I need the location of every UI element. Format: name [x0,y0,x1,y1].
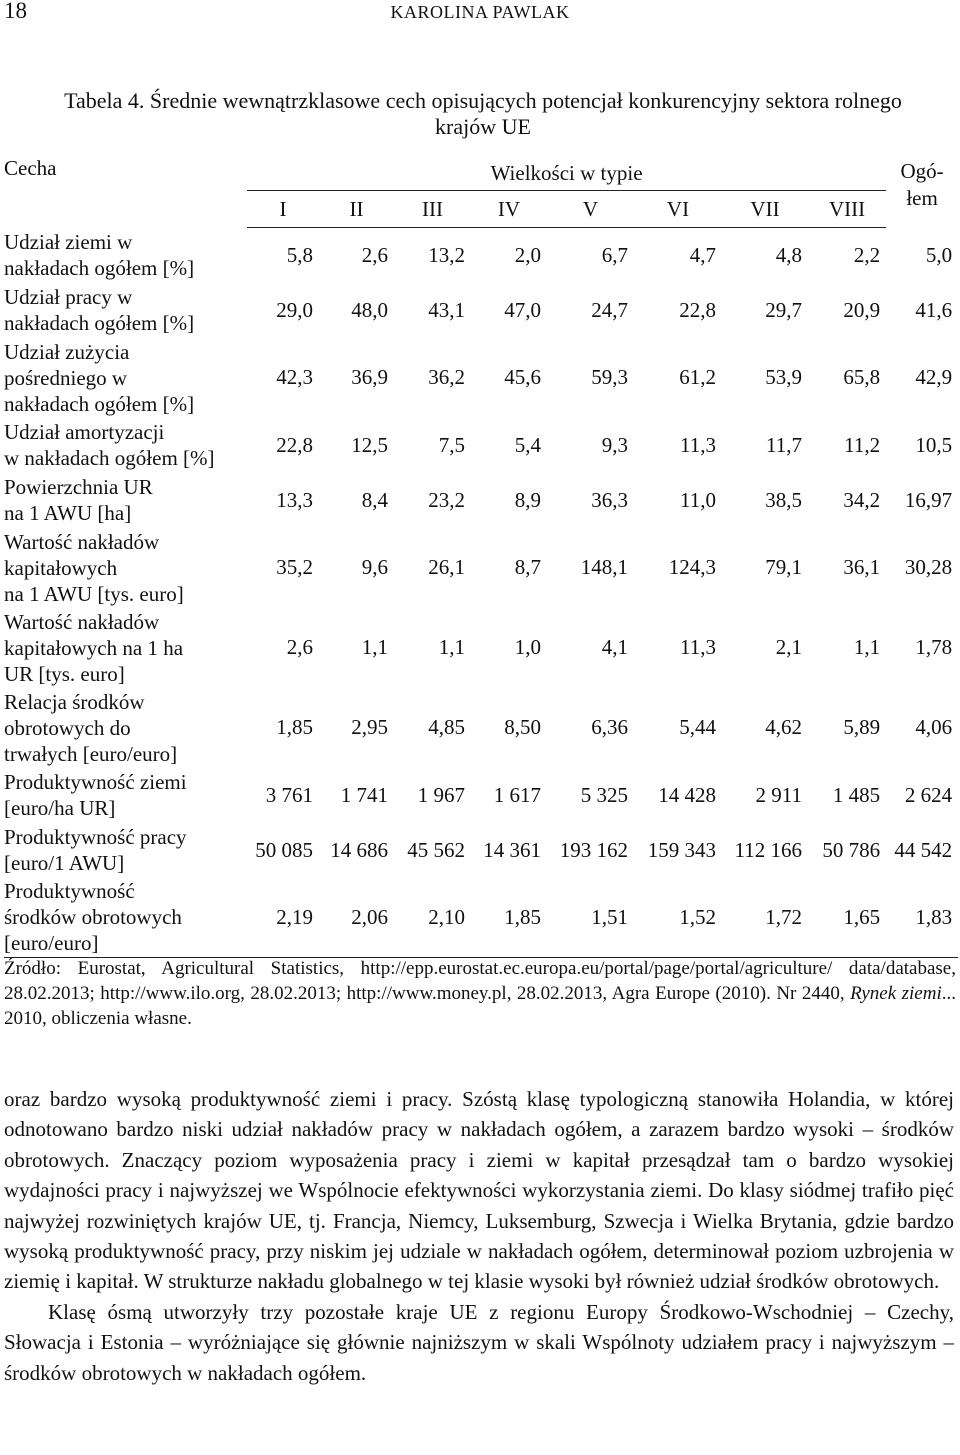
feature-line: Udział amortyzacji [4,420,165,444]
cell-type-6: 1,52 [634,878,722,958]
feature-line: kapitałowych na 1 ha [4,635,184,660]
cell-type-7: 79,1 [765,555,802,579]
feature-line: Udział pracy w [4,285,133,309]
cell-type-5: 193 162 [559,837,628,862]
table-row [4,823,958,878]
feature-line: obrotowych do [4,715,131,740]
source-text-2: ... 2010, obliczenia własne. [4,983,956,1029]
header-type-3: III [394,191,471,228]
cell-type-7: 4,62 [765,715,802,739]
cell-type-3: 1 967 [417,782,465,807]
cell-type-3: 43,1 [428,297,465,322]
cell-type-5: 6,7 [601,242,628,267]
cell-type-4: 5,4 [514,432,541,457]
data-table-container [4,156,958,958]
feature-line: w nakładach ogółem [%] [4,446,215,470]
cell-type-3: 36,2 [428,365,465,389]
cell-total: 42,9 [915,365,953,389]
row-feature-label [4,283,247,338]
table-row [4,473,958,528]
cell-total: 16,97 [904,487,953,512]
cell-type-8: 65,8 [843,365,881,389]
feature-line: nakładach ogółem [%] [4,311,195,335]
feature-line: Udział ziemi w [4,230,133,254]
cell-type-5: 6,36 [591,715,628,739]
header-total: Ogó- łem [900,159,944,210]
feature-line: Relacja środków [4,689,145,714]
table-row [4,878,958,958]
row-feature-label [4,823,247,878]
cell-type-4: 8,7 [514,555,541,579]
cell-total: 41,6 [915,297,953,322]
cell-type-7: 2 911 [755,782,802,807]
table-source [4,956,956,1031]
header-type-1: I [247,191,319,228]
cell-type-1: 13,3 [276,487,313,512]
cell-type-3: 13,2 [428,242,465,267]
source-text-1: Źródło: Eurostat, Agricultural Statistics, http://epp.eurostat.ec.europa.eu/portal/page/portal/agriculture/ data/database, 28.02.2013; http://www.ilo.org, 28.02.2013; http://www.money.pl, 28.02.2013, Agra Europe (2010). Nr 2440, [4,958,956,1004]
cell-type-7: 29,7 [765,297,802,322]
source-italic: Rynek ziemi [850,983,942,1004]
cell-type-8: 1,65 [808,878,886,958]
cell-type-4: 1,0 [514,635,541,659]
feature-line: Udział zużycia [4,339,130,364]
cell-type-5: 4,1 [601,635,628,659]
cell-type-6: 5,44 [679,715,716,739]
cell-type-5: 1,51 [547,878,634,958]
cell-type-2: 12,5 [351,432,388,457]
feature-line: nakładach ogółem [%] [4,256,195,280]
cell-type-2: 48,0 [351,297,388,322]
cell-type-7: 4,8 [775,242,802,267]
cell-type-3: 7,5 [438,432,465,457]
cell-type-5: 5 325 [580,782,628,807]
cell-type-6: 4,7 [689,242,716,267]
cell-type-4: 47,0 [504,297,541,322]
cell-total: 4,06 [915,715,953,739]
table-row [4,688,958,768]
cell-type-8: 1,1 [853,635,881,659]
cell-type-4: 1 617 [493,782,541,807]
cell-type-8: 1 485 [832,782,881,807]
cell-type-8: 11,2 [844,432,881,457]
cell-type-6: 22,8 [679,297,716,322]
cell-type-2: 2,06 [319,878,394,958]
table-row [4,228,958,283]
row-feature-label [4,608,247,688]
feature-line: [euro/1 AWU] [4,851,125,875]
row-feature-label [4,768,247,823]
cell-type-1: 2,6 [286,635,313,659]
cell-type-7: 11,7 [766,432,802,457]
header-type-2: II [319,191,394,228]
header-type-8: VIII [808,191,886,228]
header-feature: Cecha [4,156,57,180]
cell-type-5: 24,7 [591,297,628,322]
cell-type-8: 50 786 [822,837,881,862]
cell-type-1: 1,85 [276,715,313,739]
row-feature-label [4,528,247,608]
header-type-6: VI [634,191,722,228]
cell-type-3: 1,1 [438,635,465,659]
feature-line: nakładach ogółem [%] [4,391,195,416]
caption-line-2: krajów UE [435,114,531,139]
cell-type-8: 34,2 [843,487,881,512]
header-type-7: VII [722,191,808,228]
cell-type-1: 35,2 [276,555,313,579]
cell-type-2: 1,1 [361,635,388,659]
feature-line: Wartość nakładów [4,529,160,554]
cell-total: 1,78 [915,635,953,659]
cell-type-2: 2,6 [361,242,388,267]
row-feature-label [4,418,247,473]
feature-line: pośredniego w [4,365,128,390]
cell-type-1: 5,8 [286,242,313,267]
feature-line: UR [tys. euro] [4,661,125,686]
header-type-4: IV [471,191,547,228]
cell-type-5: 59,3 [591,365,628,389]
cell-type-4: 45,6 [504,365,541,389]
table-row [4,528,958,608]
cell-type-3: 2,10 [394,878,471,958]
cell-type-1: 42,3 [276,365,313,389]
table-row [4,768,958,823]
cell-type-8: 36,1 [843,555,881,579]
cell-type-2: 2,95 [351,715,388,739]
cell-type-1: 22,8 [276,432,313,457]
row-feature-label [4,878,247,958]
cell-type-1: 2,19 [247,878,319,958]
cell-type-1: 50 085 [255,837,313,862]
cell-type-6: 61,2 [679,365,716,389]
cell-type-6: 14 428 [658,782,716,807]
row-feature-label [4,338,247,418]
feature-line: trwałych [euro/euro] [4,741,178,766]
cell-type-6: 11,0 [680,487,716,512]
cell-type-2: 14 686 [330,837,388,862]
cell-type-2: 9,6 [361,555,388,579]
cell-type-7: 2,1 [775,635,802,659]
cell-type-7: 1,72 [722,878,808,958]
cell-type-5: 9,3 [601,432,628,457]
feature-line: [euro/euro] [4,931,99,956]
cell-type-6: 11,3 [680,432,716,457]
cell-type-7: 53,9 [765,365,802,389]
table-row [4,283,958,338]
cell-type-6: 11,3 [680,635,716,659]
cell-type-3: 4,85 [428,715,465,739]
paragraph-2: Klasę ósmą utworzyły trzy pozostałe kraje UE z regionu Europy Środkowo-Wschodniej – Czechy, Słowacja i Estonia – wyróżniające się głównie najniższym w skali Wspólnoty udziałem pracy i najwyższym – środków obrotowych w nakładach ogółem. [4,1299,954,1385]
running-head: KAROLINA PAWLAK [390,2,570,22]
cell-type-4: 1,85 [471,878,547,958]
table-row [4,338,958,418]
cell-type-8: 20,9 [843,297,881,322]
cell-type-4: 8,9 [514,487,541,512]
page-number: 18 [4,0,27,23]
feature-line: Powierzchnia UR [4,475,153,499]
cell-type-4: 14 361 [483,837,541,862]
cell-total: 5,0 [925,242,953,267]
cell-type-1: 29,0 [276,297,313,322]
body-text [4,1084,954,1388]
feature-line: kapitałowych [4,555,118,580]
feature-line: na 1 AWU [ha] [4,501,132,525]
feature-line: Produktywność [4,879,135,904]
cell-total: 44 542 [894,837,953,862]
table-body [4,228,958,958]
table-row [4,418,958,473]
cell-type-2: 1 741 [340,782,388,807]
header-type-group: Wielkości w typie [247,156,886,191]
row-feature-label [4,473,247,528]
paragraph-1: oraz bardzo wysoką produktywność ziemi i pracy. Szóstą klasę typologiczną stanowiła Holandia, w której odnotowano bardzo niski udział nakładów pracy w nakładach ogółem, a zarazem bardzo wysoki – środków obrotowych. Znaczący poziom wyposażenia pracy i ziemi w kapitał przesądzał tam o bardzo wysokiej wydajności pracy i najwyższej we Wspólnocie efektywności wykorzystania ziemi. Do klasy siódmej trafiło pięć najwyżej rozwiniętych krajów UE, tj. Francja, Niemcy, Luksemburg, Szwecja i Wielka Brytania, gdzie bardzo wysoką produktywność pracy, przy niskim jej udziale w nakładach ogółem, determinował poziom uzbrojenia w ziemię i kapitał. W strukturze nakładu globalnego w tej klasie wysoki był również udział środków obrotowych. [4,1087,954,1294]
cell-type-4: 8,50 [504,715,541,739]
row-feature-label [4,688,247,768]
cell-total: 10,5 [915,432,953,457]
feature-line: środków obrotowych [4,905,182,930]
feature-line: na 1 AWU [tys. euro] [4,581,184,606]
cell-type-5: 36,3 [591,487,628,512]
caption-line-1: Tabela 4. Średnie wewnątrzklasowe cech opisujących potencjał konkurencyjny sektora rolnego [64,88,902,113]
cell-type-6: 159 343 [647,837,716,862]
cell-total: 2 624 [904,782,953,807]
data-table [4,156,958,958]
feature-line: Produktywność ziemi [4,770,187,794]
cell-total: 30,28 [904,555,953,579]
cell-type-7: 38,5 [765,487,802,512]
cell-type-7: 112 166 [734,837,802,862]
cell-type-3: 23,2 [428,487,465,512]
row-feature-label [4,228,247,283]
cell-type-8: 5,89 [843,715,881,739]
cell-type-6: 124,3 [668,555,716,579]
cell-type-5: 148,1 [580,555,628,579]
cell-type-2: 8,4 [361,487,388,512]
feature-line: Produktywność pracy [4,825,187,849]
cell-type-2: 36,9 [351,365,388,389]
cell-type-3: 45 562 [407,837,465,862]
cell-type-1: 3 761 [265,782,313,807]
cell-type-8: 2,2 [853,242,881,267]
feature-line: [euro/ha UR] [4,796,116,820]
cell-type-3: 26,1 [428,555,465,579]
header-type-5: V [547,191,634,228]
cell-type-4: 2,0 [514,242,541,267]
cell-total: 1,83 [886,878,958,958]
feature-line: Wartość nakładów [4,609,160,634]
table-row [4,608,958,688]
table-caption [8,88,958,140]
